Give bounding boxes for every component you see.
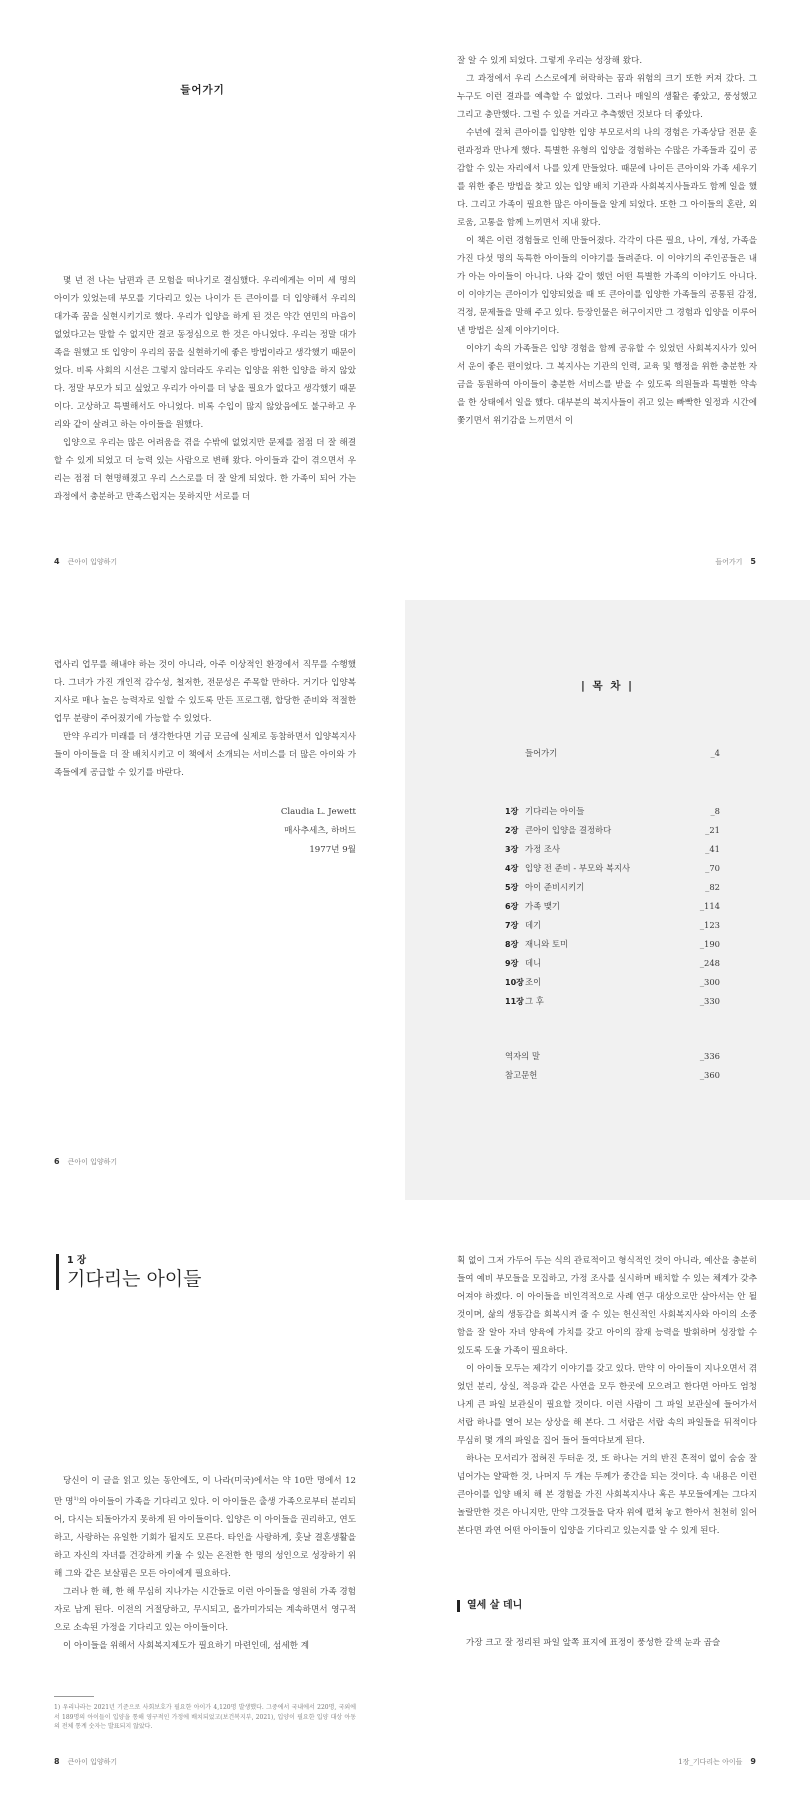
paragraph: 수년에 걸쳐 큰아이를 입양한 입양 부모로서의 나의 경험은 가족상담 전문 훈련과정과 만나게 했다. 특별한 유형의 입양을 경험하는 수많은 가족들과 깊이 공감할 수 있는 자리에서 나를 있게 만들었다. 때문에 나이든 큰아이와 가족 세우기를 위한 좋은 방법을 찾고 있는 입양 배치 기관과 사회복지사들과도 함께 일을 했다. 그리고 가족이 필요한 많은 아이들을 알게 되었다. 또한 그 아이들의 혼란, 외로움, 고통을 함께 느끼면서 지내 왔다. <box>457 128 757 228</box>
toc-entry-title: 입양 전 준비 - 부모와 복지사 <box>525 863 631 873</box>
page-number: 8 <box>54 1757 60 1766</box>
toc-chapter-number: 8장 <box>505 940 519 949</box>
page-4-body <box>54 272 356 506</box>
toc-entry-title: 데니 <box>525 958 542 968</box>
toc-chapter-number: 7장 <box>505 921 519 930</box>
paragraph: 그러나 한 해, 한 해 무심히 지나가는 시간들로 이런 아이들을 영원히 가족 경험자로 남게 된다. 이전의 거절당하고, 무시되고, 올가미가되는 계속하면서 영구적으로 소속된 가정을 기다리고 있는 아이들이다. <box>54 1586 356 1633</box>
toc-chapter-number: 3장 <box>505 845 519 854</box>
page-9-body <box>457 1252 757 1540</box>
paragraph: 이야기 속의 가족들은 입양 경험을 함께 공유할 수 있었던 사회복지사가 있어서 운이 좋은 편이었다. 그 복지사는 기관의 인력, 교육 및 행정을 위한 충분한 자금을 동원하여 아이들이 충분한 서비스를 받을 수 있도록 의원들과 특별한 약속을 한 상태에서 일을 했다. 대부분의 복지사들이 쥐고 있는 빠빡한 일정과 시간에 쫓기면서 위기감을 느끼면서 이 <box>457 344 757 426</box>
toc-entry-title: 데기 <box>525 920 542 930</box>
page-5-body <box>457 52 757 430</box>
paragraph: 몇 년 전 나는 남편과 큰 모험을 떠나기로 결심했다. 우리에게는 이미 세 명의 아이가 있었는데 부모를 기다리고 있는 나이가 든 큰아이를 더 입양해서 우리의 대가족 꿈을 실현시키기로 했다. 우리가 입양을 하게 된 것은 약간 연민의 마음이 없었다고는 말할 수 없지만 결코 동정심으로 한 것은 아니었다. 우리는 정말 대가족을 원했고 또 입양이 우리의 꿈을 실현하기에 좋은 방법이라고 생각했기 때문이었다. 비록 사회의 시선은 그렇지 않더라도 우리는 입양을 위한 입양을 하지 않았다. 정말 부모가 되고 싶었고 우리가 아이를 더 낳을 필요가 없다고 생각했기 때문이다. 고상하고 특별해서도 아니었다. 비록 수입이 많지 않았음에도 불구하고 우리와 같이 살려고 하는 아이들을 원했다. <box>54 276 356 430</box>
toc-chapter-number: 6장 <box>505 902 519 911</box>
folio <box>54 1157 117 1167</box>
running-head: 큰아이 입양하기 <box>67 558 118 566</box>
running-head: 1장_기다리는 아이들 <box>678 1758 743 1766</box>
toc-entry-title: 들어가기 <box>525 748 558 758</box>
toc-chapter-number: 2장 <box>505 826 519 835</box>
paragraph: 입양으로 우리는 많은 어려움을 겪을 수밖에 없었지만 문제를 점점 더 잘 해결할 수 있게 되었고 더 능력 있는 사람으로 변해 왔다. 아이들과 같이 겪으면서 우리는 점점 더 현명해졌고 우리 스스로를 더 잘 알게 되었다. 한 가족이 되어 가는 과정에서 충분하고 만족스럽지는 못하지만 서로를 더 <box>54 438 356 502</box>
toc-chapter-number: 11장 <box>505 997 524 1006</box>
chapter-number: 1 장 <box>67 1255 87 1266</box>
spread-chapter-1 <box>0 1200 810 1800</box>
toc-chapter-number: 5장 <box>505 883 519 892</box>
toc-entry-title: 조이 <box>525 977 542 987</box>
toc-entry-title: 기다리는 아이들 <box>525 806 585 816</box>
toc-chapter-row[interactable] <box>505 802 720 821</box>
intro-heading: 들어가기 <box>180 84 225 96</box>
toc-chapter-row[interactable] <box>505 878 720 897</box>
section-body <box>457 1634 757 1652</box>
toc-entry-page: _82 <box>705 882 720 892</box>
toc-chapter-row[interactable] <box>505 954 720 973</box>
paragraph: 만약 우리가 미래를 더 생각한다면 기금 모금에 실제로 동참하면서 입양복지사들이 아이들을 더 잘 배치시키고 이 책에서 소개되는 서비스를 더 많은 아이와 가족들에게 공급할 수 있기를 바란다. <box>54 732 356 778</box>
toc-entry-title: 역자의 말 <box>505 1051 541 1061</box>
toc-entry-page: _300 <box>699 977 720 987</box>
page-8 <box>0 1200 405 1800</box>
signature-author: Claudia L. Jewett <box>280 807 356 817</box>
toc-chapter-row[interactable] <box>505 859 720 878</box>
toc-entry-title: 가족 맺기 <box>525 901 561 911</box>
chapter-heading <box>56 1254 202 1290</box>
toc-chapter-row[interactable] <box>505 821 720 840</box>
page-6-body <box>54 656 356 782</box>
toc-entry-page: _114 <box>699 901 720 911</box>
toc-intro-row[interactable] <box>505 744 720 763</box>
page-toc <box>405 600 810 1200</box>
page-number: 9 <box>750 1757 756 1766</box>
spread-toc <box>0 600 810 1200</box>
toc-entry-title: 재니와 토미 <box>525 939 569 949</box>
folio <box>715 557 756 567</box>
signature-place: 매사추세츠, 하버드 <box>284 826 356 836</box>
page-9 <box>405 1200 810 1800</box>
chapter-title: 기다리는 아이들 <box>67 1268 202 1290</box>
toc-entry-page: _123 <box>699 920 720 930</box>
toc-entry-page: _4 <box>710 748 720 758</box>
toc-title: | 목 차 | <box>581 680 634 692</box>
spread-intro <box>0 0 810 600</box>
paragraph: 렵사리 업무를 해내야 하는 것이 아니라, 아주 이상적인 환경에서 직무를 수행했다. 그녀가 가진 개인적 감수성, 철저한, 전문성은 주목할 만하다. 거기다 입양복지사로 매나 높은 능력자로 일할 수 있도록 만든 프로그램, 합당한 준비와 적절한 업무 분량이 주어졌기에 가능할 수 있었다. <box>54 660 356 724</box>
section-heading: 열세 살 데니 <box>457 1600 522 1612</box>
toc-chapter-row[interactable] <box>505 916 720 935</box>
toc-entry-title: 참고문헌 <box>505 1070 538 1080</box>
toc-chapter-row[interactable] <box>505 992 720 1011</box>
signature-block <box>54 803 356 860</box>
toc-entry-page: _70 <box>705 863 720 873</box>
toc-chapter-row[interactable] <box>505 840 720 859</box>
paragraph: 당신이 이 글을 읽고 있는 동안에도, 이 나라(미국)에서는 약 10만 명에서 12만 명$^{1)}$의 아이들이 가족을 기다리고 있다. 이 아이들은 출생 가족으로부터 분리되어, 다시는 되돌아가지 못하게 된 아이들이다. 입양은 이 아이들을 권리하고, 연도하고, 사랑하는 유일한 기회가 될지도 모른다. 타인을 사랑하게, 훗날 결혼생활을 하고 자신의 자녀를 건강하게 키울 수 있는 온전한 한 명의 성인으로 성장하기 위해 그와 같은 보살핌은 모든 아이에게 필요하다. <box>54 1476 356 1579</box>
toc-chapter-number: 4장 <box>505 864 519 873</box>
page-8-body <box>54 1472 356 1655</box>
folio <box>54 1757 117 1767</box>
paragraph: 이 책은 이런 경험들로 인해 만들어졌다. 각각이 다른 필요, 나이, 개성, 가족을 가진 다섯 명의 독특한 아이들의 이야기를 들려준다. 이 이야기의 주인공들은 내가 아는 아이들이 아니다. 나와 같이 했던 어떤 특별한 가족의 이야기도 아니다. 이 이야기는 큰아이가 입양되었을 때 또 큰아이를 입양한 가족들의 공통된 감정, 걱정, 문제들을 말해 주고 있다. 등장인물은 허구이지만 그 경험과 입양을 이루어 낸 방법은 실제 이야기이다. <box>457 236 757 336</box>
toc-entry-title: 아이 준비시키기 <box>525 882 585 892</box>
toc-chapter-number: 9장 <box>505 959 519 968</box>
paragraph: 하나는 모서리가 접혀진 두터운 것, 또 하나는 거의 반진 흔적이 없이 숨숨 잘 넘어가는 얄팍한 것, 나머지 두 개는 두께가 중간을 되는 것이다. 속 내용은 이런 큰아이를 입양 배치 해 본 경험을 가진 사회복지사나 혹은 부모들에게는 그다지 놀랄만한 것은 아니지만, 만약 그것들을 닥자 위에 펼쳐 놓고 한아서 천천히 읽어 본다면 과연 어떤 아이들이 입양을 기다리고 있는지를 알 수 있게 된다. <box>457 1454 757 1536</box>
footnote-rule <box>54 1696 94 1697</box>
toc-chapter-number: 1장 <box>505 807 519 816</box>
footnote: 1) 우리나라는 2021년 기준으로 사회보호가 필요한 아이가 4,120명 발생했다. 그중에서 국내에서 220명, 국외에서 189명의 아이들이 입양을 통해 영구적인 가정에 배치되었고(보건복지부, 2021), 입양이 필요한 입양 대상 아동의 전체 통계 숫자는 발표되지 않았다. <box>54 1704 356 1730</box>
paragraph: 가장 크고 잘 정리된 파일 앞쪽 표지에 표정이 풍성한 갈색 눈과 곱슬 <box>466 1638 721 1648</box>
page-number: 4 <box>54 557 60 566</box>
paragraph: 이 아이들 모두는 제각기 이야기를 갖고 있다. 만약 이 아이들이 지나오면서 겪었던 분리, 상실, 적응과 같은 사연을 모두 한곳에 모으려고 한다면 아마도 엄청나게 큰 파일 보관실이 필요할 것이다. 이런 사람이 그 파일 보관실에 들어가서 서랍 하나를 열어 보는 상상을 해 본다. 그 서랍은 서랍 속의 파일들을 뒤적이다 무심히 몇 개의 파일을 집어 들어 들여다보게 된다. <box>457 1364 757 1446</box>
page-number: 5 <box>750 557 756 566</box>
folio <box>678 1757 756 1767</box>
running-head: 들어가기 <box>715 558 743 566</box>
toc-entry-page: _330 <box>699 996 720 1006</box>
running-head: 큰아이 입양하기 <box>67 1158 118 1166</box>
toc-entry-page: _41 <box>705 844 720 854</box>
paragraph: 이 아이들을 위해서 사회복지제도가 필요하기 마련인데, 섬세한 계 <box>63 1640 309 1651</box>
page-5 <box>405 0 810 600</box>
toc-entry-page: _21 <box>705 825 720 835</box>
toc-back-row[interactable] <box>505 1066 720 1085</box>
toc-entry-page: _190 <box>699 939 720 949</box>
paragraph: 획 없이 그저 가두어 두는 식의 관료적이고 형식적인 것이 아니라, 예산을 충분히 들여 예비 부모들을 모집하고, 가정 조사를 실시하며 배치할 수 있는 체계가 갖추어져야 하겠다. 이 아이들을 비인격적으로 사례 연구 대상으로만 삼아서는 안 될 것이며, 삶의 생동감을 회복시켜 줄 수 있는 헌신적인 사회복지사와 아이의 소중함을 잘 알아 자녀 양육에 가치를 갖고 아이의 잠재 능력을 발휘하며 성장할 수 있도록 도울 가족이 필요하다. <box>457 1256 757 1356</box>
running-head: 큰아이 입양하기 <box>67 1758 118 1766</box>
folio <box>54 557 117 567</box>
paragraph: 그 과정에서 우리 스스로에게 허락하는 꿈과 위험의 크기 또한 커져 갔다. 그 누구도 이런 결과를 예측할 수 없었다. 그러나 매일의 생활은 좋았고, 풍성했고 그리고 충만했다. 그럴 수 있을 거라고 추측했던 것보다 더 좋았다. <box>457 74 757 120</box>
page-4 <box>0 0 405 600</box>
toc-entry-page: _248 <box>699 958 720 968</box>
page-6 <box>0 600 405 1200</box>
toc-chapter-row[interactable] <box>505 973 720 992</box>
page-number: 6 <box>54 1157 60 1166</box>
toc-entry-page: _8 <box>710 806 720 816</box>
toc-entry-title: 가정 조사 <box>525 844 561 854</box>
toc-entry-page: _336 <box>699 1051 720 1061</box>
toc-back-row[interactable] <box>505 1047 720 1066</box>
toc-entry-title: 그 후 <box>525 996 544 1006</box>
toc-chapter-row[interactable] <box>505 935 720 954</box>
toc-chapter-number: 10장 <box>505 978 524 987</box>
toc-chapter-row[interactable] <box>505 897 720 916</box>
toc-entry-page: _360 <box>699 1070 720 1080</box>
toc-entry-title: 큰아이 입양을 결정하다 <box>525 825 612 835</box>
paragraph: 잘 알 수 있게 되었다. 그렇게 우리는 성장해 왔다. <box>457 56 643 66</box>
signature-date: 1977년 9월 <box>309 845 356 855</box>
